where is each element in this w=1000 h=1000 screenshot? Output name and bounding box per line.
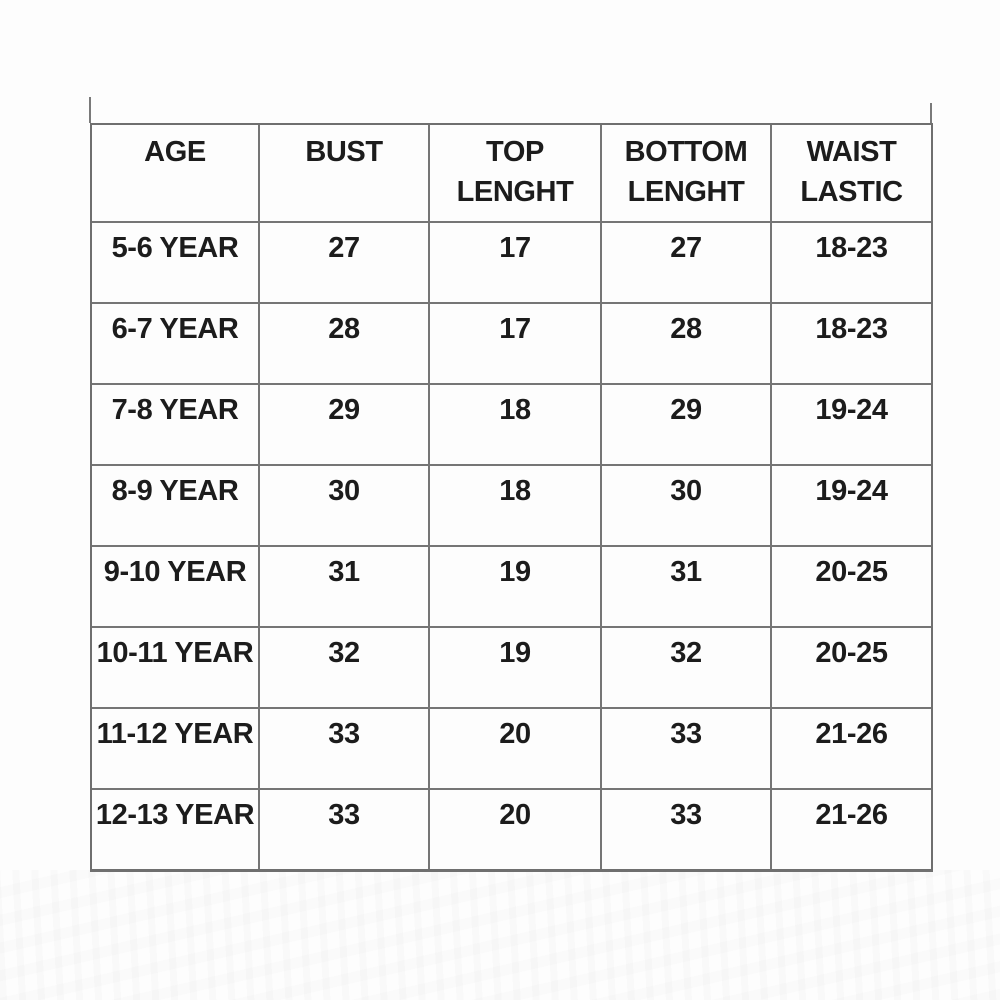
cell-waist-lastic: 18-23 — [772, 304, 931, 383]
cell-age: 6-7 YEAR — [92, 304, 258, 383]
cell-waist-lastic: 20-25 — [772, 628, 931, 707]
border-artifact-left — [89, 97, 91, 123]
cell-top-lenght: 18 — [430, 466, 600, 545]
cell-top-lenght: 18 — [430, 385, 600, 464]
header-label: BUST — [305, 136, 383, 168]
cell-bottom-lenght: 28 — [602, 304, 770, 383]
header-label-line2: LASTIC — [800, 176, 903, 208]
cell-age: 9-10 YEAR — [92, 547, 258, 626]
cell-bust: 32 — [260, 628, 428, 707]
header-label-line1: WAIST — [806, 136, 897, 168]
cell-bust: 30 — [260, 466, 428, 545]
cell-age: 10-11 YEAR — [92, 628, 258, 707]
cell-waist-lastic: 19-24 — [772, 466, 931, 545]
cell-top-lenght: 17 — [430, 304, 600, 383]
cell-bust: 27 — [260, 223, 428, 302]
cell-waist-lastic: 20-25 — [772, 547, 931, 626]
cell-waist-lastic: 18-23 — [772, 223, 931, 302]
header-label-line1: TOP — [486, 136, 544, 168]
cell-bottom-lenght: 32 — [602, 628, 770, 707]
cell-bust: 29 — [260, 385, 428, 464]
cell-bust: 33 — [260, 790, 428, 869]
cell-top-lenght: 20 — [430, 790, 600, 869]
size-chart-table — [90, 123, 933, 872]
header-label-line1: BOTTOM — [624, 136, 748, 168]
cell-top-lenght: 19 — [430, 547, 600, 626]
header-cell-age — [92, 125, 258, 221]
cell-bust: 28 — [260, 304, 428, 383]
header-cell-bust — [260, 125, 428, 221]
cell-top-lenght: 19 — [430, 628, 600, 707]
header-label-line2: LENGHT — [627, 176, 745, 208]
cell-bottom-lenght: 31 — [602, 547, 770, 626]
cell-bust: 31 — [260, 547, 428, 626]
cell-age: 7-8 YEAR — [92, 385, 258, 464]
cell-waist-lastic: 21-26 — [772, 709, 931, 788]
cell-bottom-lenght: 29 — [602, 385, 770, 464]
cell-top-lenght: 17 — [430, 223, 600, 302]
cell-bottom-lenght: 33 — [602, 790, 770, 869]
cell-bottom-lenght: 33 — [602, 709, 770, 788]
header-cell-waist-lastic — [772, 125, 931, 221]
cell-top-lenght: 20 — [430, 709, 600, 788]
cell-waist-lastic: 19-24 — [772, 385, 931, 464]
header-cell-top-lenght — [430, 125, 600, 221]
cell-age: 11-12 YEAR — [92, 709, 258, 788]
cell-bottom-lenght: 27 — [602, 223, 770, 302]
header-label: AGE — [144, 136, 206, 168]
cell-age: 5-6 YEAR — [92, 223, 258, 302]
cell-age: 12-13 YEAR — [92, 790, 258, 869]
cell-bottom-lenght: 30 — [602, 466, 770, 545]
header-label-line2: LENGHT — [456, 176, 574, 208]
cell-bust: 33 — [260, 709, 428, 788]
cell-age: 8-9 YEAR — [92, 466, 258, 545]
border-artifact-right — [930, 103, 932, 123]
header-cell-bottom-lenght — [602, 125, 770, 221]
cell-waist-lastic: 21-26 — [772, 790, 931, 869]
